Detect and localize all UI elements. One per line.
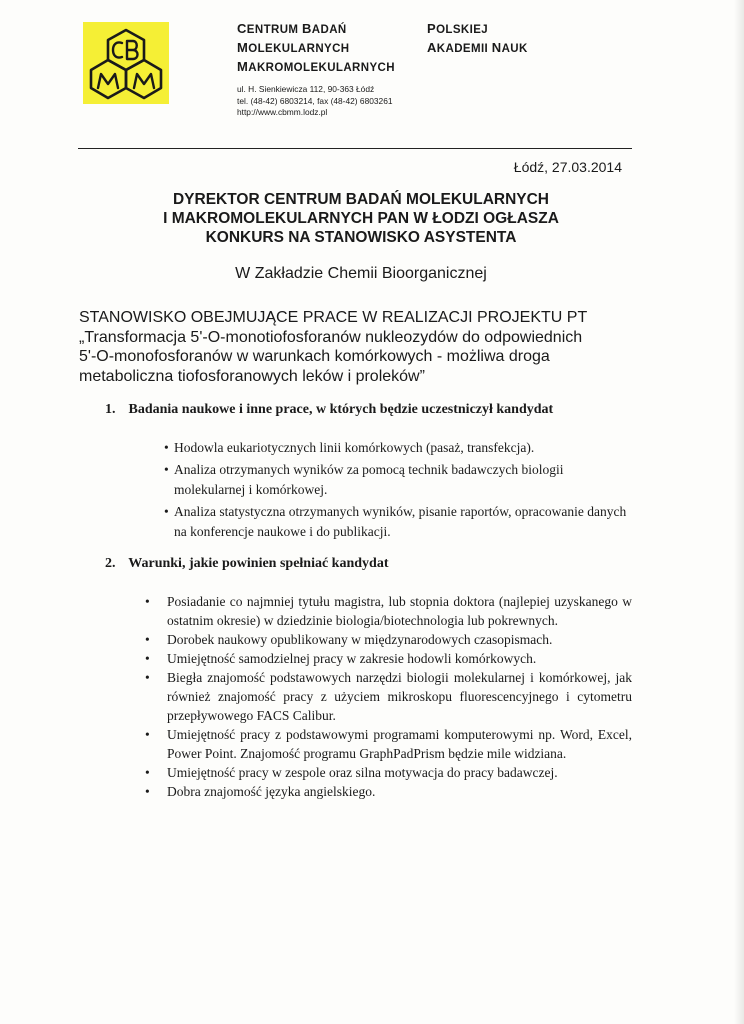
section-2-title: Warunki, jakie powinien spełniać kandydat [128,556,389,571]
bullet-icon: • [164,462,169,477]
bullet-icon: • [145,594,150,609]
address-street: ul. H. Sienkiewicza 112, 90-363 Łódź [237,84,375,94]
cbmm-logo-icon [83,22,169,104]
title-line-2: I MAKROMOLEKULARNYCH PAN W ŁODZI OGŁASZA [163,210,559,227]
bullet-icon: • [145,632,150,647]
section-2-number: 2. [105,556,116,571]
list-item: • Umiejętność samodzielnej pracy w zakresie hodowli komórkowych. [145,651,537,666]
department-name: W Zakładzie Chemii Bioorganicznej [235,265,487,282]
title-line-1: DYREKTOR CENTRUM BADAŃ MOLEKULARNYCH [172,191,549,208]
academy-name-line-2: AKADEMII NAUK [427,40,528,55]
list-item: • Dobra znajomość języka angielskiego. [145,784,376,799]
position-description [79,308,587,386]
position-line-3: 5'-O-monofosforanów w warunkach komórkowych - możliwa droga [79,348,550,365]
page-edge-shadow [734,0,744,1024]
institute-name-line-3: MAKROMOLEKULARNYCH [237,59,395,74]
bullet-icon: • [145,651,150,666]
document-date: Łódź, 27.03.2014 [513,159,622,175]
institute-name-line-2: MOLEKULARNYCH [237,40,350,55]
title-line-3: KONKURS NA STANOWISKO ASYSTENTA [205,229,517,246]
bullet-icon: • [164,504,169,519]
section-1-heading [105,402,553,418]
address-phone: tel. (48-42) 6803214, fax (48-42) 6803261 [237,95,393,106]
address-website: http://www.cbmm.lodz.pl [237,107,328,117]
bullet-icon: • [145,727,150,742]
institute-address [237,84,393,119]
list-item: • Biegła znajomość podstawowych narzędzi biologii molekularnej i komórkowej, jak również znajomość pracy z użyciem mikroskopu fluorescencyjnego i cytometru przepływowego FACS Calibur. [145,670,632,723]
section-1-list [164,438,634,544]
position-line-2: „Transformacja 5'-O-monotiofosforanów nukleozydów do odpowiednich [79,328,583,346]
list-item: • Umiejętność pracy z podstawowymi programami komputerowymi np. Word, Excel, Power Point. Znajomość programu GraphPadPrism będzie mile widziana. [145,727,632,761]
section-2-heading [105,556,389,572]
bullet-icon: • [145,784,150,799]
list-item: • Analiza otrzymanych wyników za pomocą technik badawczych biologii molekularnej i komórkowej. [164,462,564,497]
section-1-number: 1. [105,402,116,417]
bullet-icon: • [145,670,150,685]
section-2-list [145,592,632,801]
institute-name-line-1: CENTRUM BADAŃ [237,21,347,36]
header-divider [78,148,632,149]
list-item: • Posiadanie co najmniej tytułu magistra, lub stopnia doktora (najlepiej uzyskanego w ostatnim okresie) w dziedzinie biologia/biotechnologia lub pokrewnych. [145,594,632,628]
position-line-1: STANOWISKO OBEJMUJĄCE PRACE W REALIZACJI PROJEKTU PT [79,309,588,326]
list-item: • Hodowla eukariotycznych linii komórkowych (pasaż, transfekcja). [164,438,634,458]
position-line-4: metaboliczna tiofosforanowych leków i proleków” [79,367,425,385]
bullet-icon: • [164,440,169,455]
list-item: • Dorobek naukowy opublikowany w międzynarodowych czasopismach. [145,632,553,647]
list-item: • Analiza statystyczna otrzymanych wyników, pisanie raportów, opracowanie danych na konferencje naukowe i do publikacji. [164,504,627,539]
academy-name [427,20,528,58]
announcement-title [84,190,638,247]
bullet-icon: • [145,765,150,780]
section-1-title: Badania naukowe i inne prace, w których będzie uczestniczył kandydat [128,402,554,417]
list-item: • Umiejętność pracy w zespole oraz silna motywacja do pracy badawczej. [145,765,558,780]
institute-logo [83,22,169,104]
academy-name-line-1: POLSKIEJ [427,21,489,36]
institute-name [237,20,395,77]
